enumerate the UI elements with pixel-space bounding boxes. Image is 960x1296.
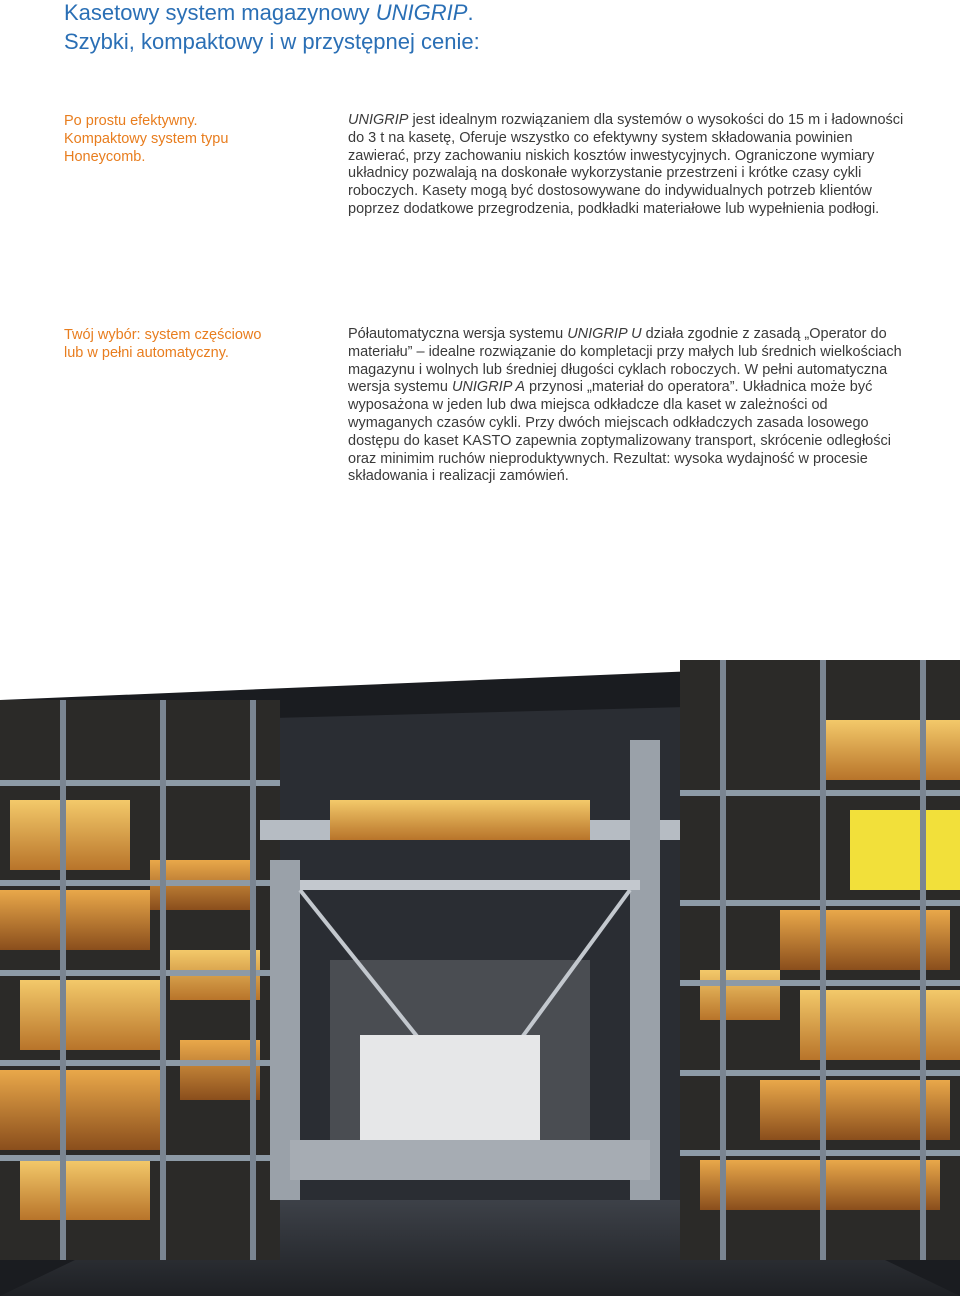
- heading-brand: UNIGRIP: [375, 0, 468, 25]
- section1-side-line: Kompaktowy system typu: [64, 131, 229, 147]
- section2-sidebar: [64, 326, 314, 362]
- section1-side-line: Honeycomb.: [64, 149, 146, 165]
- heading-line-1: [64, 0, 924, 27]
- heading-suffix: .: [467, 0, 474, 25]
- section1-text: jest idealnym rozwiązaniem dla systemów o wysokości do 15 m i ładowności do 3 t na kasetę, Oferuje wszystko co efektywny system składowania powinien zawierać, przy zachowaniu niskich kosztów inwestycyjnych. Ograniczone wymiary układnicy pozwalają na doskonałe wykorzystanie przestrzeni i krótke czasy cykli roboczych. Kasety mogą być dostosowywane do indywidualnych potrzeb klientów poprzez dodatkowe przegrodzenia, podkładki materiałowe lub wypełnienia podłogi.: [348, 112, 904, 217]
- section2-side-line: Twój wybór: system częściowo: [64, 327, 262, 343]
- heading-prefix: Kasetowy system magazynowy: [64, 0, 376, 25]
- heading-line-2: Szybki, kompaktowy i w przystępnej cenie:: [64, 29, 480, 54]
- left-rack: [0, 700, 280, 1260]
- section2-brand-u: UNIGRIP U: [567, 326, 642, 342]
- section2-body: [348, 326, 913, 486]
- right-rack: [680, 660, 960, 1260]
- section1-side-line: Po prostu efektywny.: [64, 113, 198, 129]
- section2-brand-a: UNIGRIP A: [451, 379, 525, 396]
- section1-body: [348, 112, 913, 219]
- page-heading: [64, 0, 924, 56]
- section1-sidebar: [64, 112, 314, 166]
- warehouse-photo: [0, 660, 960, 1296]
- section1-brand: UNIGRIP: [348, 112, 409, 128]
- section2-text-3: przynosi „materiał do operatora”. Układnica może być wyposażona w jeden lub dwa miejsca odkładcze dla kaset w zależności od wymaganych czasów cykli. Przy dwóch miejscach odkładczych zasada losowego dostępu do kaset KASTO zapewnia zoptymalizowany transport, skrócenie odległości oraz minimim ruchów nieproduktywnych. Rezultat: wysoka wydajność w procesie składowania i realizacji zamówień.: [348, 379, 891, 485]
- section2-text-2: działa zgodnie z zasadą „Operator do materiału” – idealne rozwiązanie do kompletacji przy małych lub średnich wielkościach magazynu i wolnych lub średniej długości cyklach roboczych. W pełni automatyczna wersja systemu: [348, 326, 902, 396]
- section2-text-1: Półautomatyczna wersja systemu: [348, 326, 568, 342]
- section2-side-line: lub w pełni automatyczny.: [64, 345, 229, 361]
